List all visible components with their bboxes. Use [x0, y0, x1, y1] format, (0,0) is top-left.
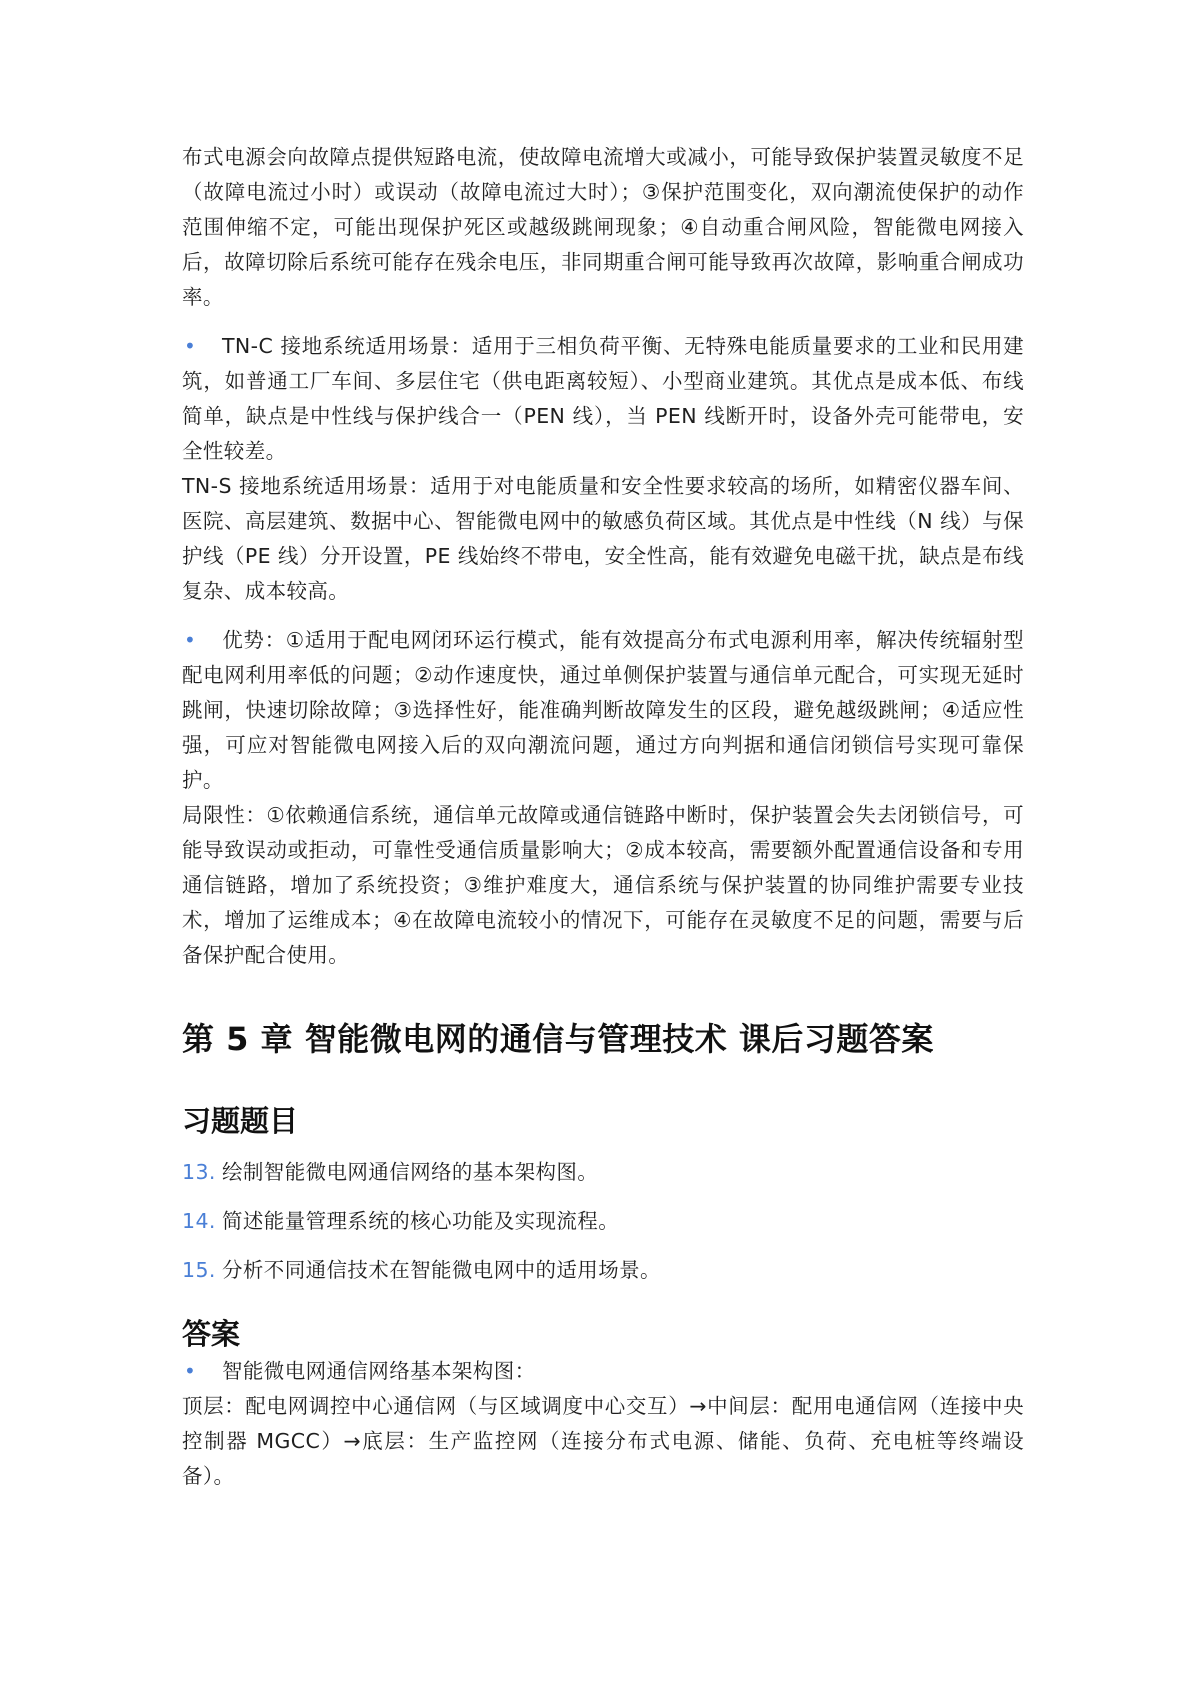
list-item: [182, 1204, 1024, 1239]
list-item-number: 14.: [182, 1209, 216, 1233]
page-content: [182, 140, 1024, 1494]
paragraph-tn-c: [182, 329, 1024, 469]
bullet-icon: •: [184, 628, 197, 652]
questions-list: [182, 1155, 1024, 1288]
chapter-title: 第 5 章 智能微电网的通信与管理技术 课后习题答案: [182, 1020, 934, 1058]
bullet-icon: •: [184, 1359, 197, 1383]
list-item-text: 绘制智能微电网通信网络的基本架构图。: [222, 1160, 599, 1184]
paragraph-limitations: 局限性：①依赖通信系统，通信单元故障或通信链路中断时，保护装置会失去闭锁信号，可能导致误动或拒动，可靠性受通信质量影响大；②成本较高，需要额外配置通信设备和专用通信链路，增加了系统投资；③维护难度大，通信系统与保护装置的协同维护需要专业技术，增加了运维成本；④在故障电流较小的情况下，可能存在灵敏度不足的问题，需要与后备保护配合使用。: [182, 803, 1024, 967]
paragraph-tn-s: TN-S 接地系统适用场景：适用于对电能质量和安全性要求较高的场所，如精密仪器车间、医院、高层建筑、数据中心、智能微电网中的敏感负荷区域。其优点是中性线（N 线）与保护线（PE 线）分开设置，PE 线始终不带电，安全性高，能有效避免电磁干扰，缺点是布线复杂、成本较高。: [182, 474, 1024, 603]
paragraph-protection-impact: 布式电源会向故障点提供短路电流，使故障电流增大或减小，可能导致保护装置灵敏度不足（故障电流过小时）或误动（故障电流过大时）；③保护范围变化，双向潮流使保护的动作范围伸缩不定，可能出现保护死区或越级跳闸现象；④自动重合闸风险，智能微电网接入后，故障切除后系统可能存在残余电压，非同期重合闸可能导致再次故障，影响重合闸成功率。: [182, 145, 1024, 309]
bullet-icon: •: [184, 334, 197, 358]
answers-heading: 答案: [182, 1317, 241, 1351]
list-item-text: 分析不同通信技术在智能微电网中的适用场景。: [222, 1258, 661, 1282]
questions-heading: 习题题目: [182, 1104, 299, 1138]
list-item-text: 简述能量管理系统的核心功能及实现流程。: [222, 1209, 620, 1233]
list-item: [182, 1155, 1024, 1190]
list-item-number: 15.: [182, 1258, 216, 1282]
answer-title-text: 智能微电网通信网络基本架构图：: [222, 1359, 536, 1383]
list-item: [182, 1253, 1024, 1288]
tn-c-text: TN-C 接地系统适用场景：适用于三相负荷平衡、无特殊电能质量要求的工业和民用建筑，如普通工厂车间、多层住宅（供电距离较短）、小型商业建筑。其优点是成本低、布线简单，缺点是中性线与保护线合一（PEN 线），当 PEN 线断开时，设备外壳可能带电，安全性较差。: [182, 334, 1024, 463]
paragraph-advantages: [182, 623, 1024, 798]
answer-item-title: [182, 1354, 1024, 1389]
advantages-text: 优势：①适用于配电网闭环运行模式，能有效提高分布式电源利用率，解决传统辐射型配电网利用率低的问题；②动作速度快，通过单侧保护装置与通信单元配合，可实现无延时跳闸，快速切除故障；③选择性好，能准确判断故障发生的区段，避免越级跳闸；④适应性强，可应对智能微电网接入后的双向潮流问题，通过方向判据和通信闭锁信号实现可靠保护。: [182, 628, 1024, 792]
list-item-number: 13.: [182, 1160, 216, 1184]
answer-architecture-text: 顶层：配电网调控中心通信网（与区域调度中心交互）→中间层：配用电通信网（连接中央控制器 MGCC）→底层：生产监控网（连接分布式电源、储能、负荷、充电桩等终端设备）。: [182, 1394, 1024, 1488]
